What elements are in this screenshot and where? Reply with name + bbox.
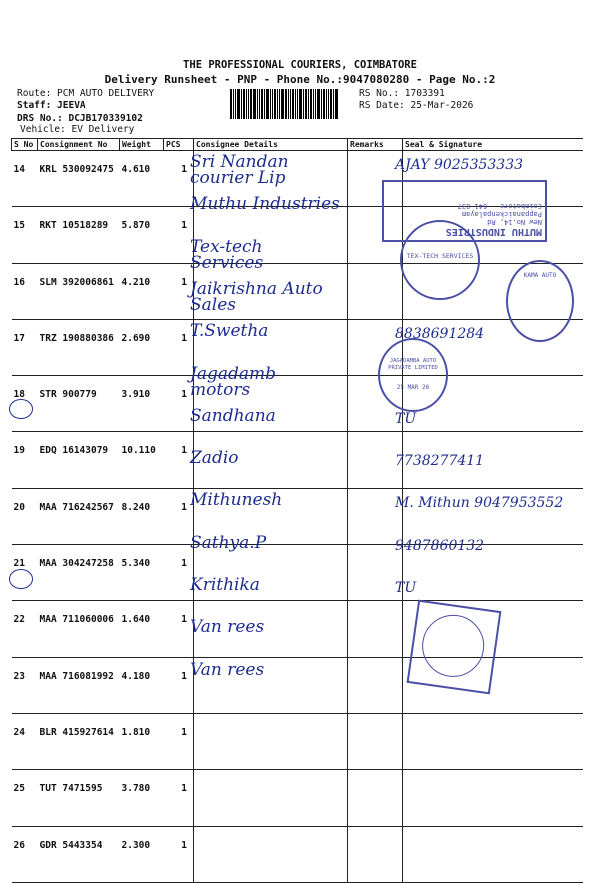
handwritten-signature: 9487860132 bbox=[395, 537, 485, 554]
cell-consignment: BLR 415927614 bbox=[38, 713, 120, 769]
cell-consignee bbox=[194, 826, 348, 882]
cell-weight: 4.180 bbox=[120, 657, 164, 713]
cell-weight: 3.910 bbox=[120, 376, 164, 432]
cell-remarks bbox=[348, 770, 403, 826]
barcode-bar bbox=[274, 89, 276, 119]
barcode-bar bbox=[323, 89, 325, 119]
kama-auto-round-stamp bbox=[506, 260, 574, 342]
stamp-text: MUTHU INDUSTRIES bbox=[445, 226, 542, 237]
barcode-bar bbox=[313, 89, 314, 119]
barcode-bar bbox=[272, 89, 273, 119]
barcode-bar bbox=[253, 89, 256, 119]
cell-pcs: 1 bbox=[164, 319, 194, 375]
barcode-bar bbox=[279, 89, 280, 119]
barcode-bar bbox=[321, 89, 322, 119]
barcode-bar bbox=[299, 89, 302, 119]
barcode-bar bbox=[285, 89, 287, 119]
stamp-text: Pappanaickenpalayam bbox=[461, 210, 542, 218]
staff-label: Staff: JEEVA bbox=[17, 100, 86, 111]
circled-row-20 bbox=[9, 399, 33, 419]
col-pcs: PCS bbox=[164, 139, 194, 151]
circled-row-24 bbox=[9, 569, 33, 589]
cell-consignment: MAA 716242567 bbox=[38, 488, 120, 544]
cell-consignment: STR 900779 bbox=[38, 376, 120, 432]
cell-pcs: 1 bbox=[164, 151, 194, 207]
handwritten-signature: 8838691284 bbox=[395, 326, 485, 343]
col-consignment: Consignment No bbox=[38, 139, 120, 151]
handwritten-consignee: Krithika bbox=[190, 575, 260, 595]
barcode-bar bbox=[326, 89, 327, 119]
cell-sno: 19 bbox=[12, 432, 38, 488]
rs-number: RS No.: 1703391 bbox=[359, 88, 445, 99]
barcode-bar bbox=[315, 89, 316, 119]
handwritten-consignee: Van rees bbox=[190, 659, 265, 680]
handwritten-consignee: Van rees bbox=[190, 617, 265, 638]
handwritten-signature: TU bbox=[395, 580, 417, 596]
cell-pcs: 1 bbox=[164, 263, 194, 319]
handwritten-consignee: Muthu Industries bbox=[190, 194, 340, 215]
stamp-text: JAGADAMBA AUTO PRIVATE LIMITED bbox=[388, 358, 438, 371]
cell-pcs: 1 bbox=[164, 713, 194, 769]
cell-sno: 21 bbox=[12, 545, 38, 601]
cell-consignee bbox=[194, 770, 348, 826]
barcode-bar bbox=[241, 89, 242, 119]
cell-consignment: MAA 716081992 bbox=[38, 657, 120, 713]
cell-weight: 2.300 bbox=[120, 826, 164, 882]
handwritten-consignee: Mithunesh bbox=[190, 490, 283, 511]
handwritten-consignee: Zadio bbox=[190, 448, 239, 469]
barcode-bar bbox=[295, 89, 296, 119]
cell-consignment: EDQ 16143079 bbox=[38, 432, 120, 488]
handwritten-signature: 7738277411 bbox=[395, 453, 485, 470]
cell-weight: 4.610 bbox=[120, 151, 164, 207]
barcode-bar bbox=[308, 89, 309, 119]
cell-sno: 17 bbox=[12, 319, 38, 375]
barcode-bar bbox=[237, 89, 240, 119]
cell-pcs: 1 bbox=[164, 657, 194, 713]
cell-pcs: 1 bbox=[164, 432, 194, 488]
cell-pcs: 1 bbox=[164, 545, 194, 601]
barcode-bar bbox=[330, 89, 332, 119]
handwritten-consignee: Jagadamb motors bbox=[190, 363, 276, 400]
barcode-bar bbox=[303, 89, 304, 119]
barcode-bar bbox=[297, 89, 298, 119]
barcode-bar bbox=[292, 89, 294, 119]
drs-number: DRS No.: DCJB170339102 bbox=[17, 113, 143, 124]
cell-sno: 16 bbox=[12, 263, 38, 319]
barcode-bar bbox=[250, 89, 252, 119]
table-row bbox=[12, 713, 583, 769]
cell-consignment: TUT 7471595 bbox=[38, 770, 120, 826]
cell-sno: 18 bbox=[12, 376, 38, 432]
cell-sno: 25 bbox=[12, 770, 38, 826]
cell-pcs: 1 bbox=[164, 488, 194, 544]
barcode-bar bbox=[266, 89, 269, 119]
stamp-text: TEX-TECH SERVICES bbox=[406, 252, 474, 260]
col-remarks: Remarks bbox=[348, 139, 403, 151]
cell-remarks bbox=[348, 601, 403, 657]
barcode-bar bbox=[335, 89, 338, 119]
table-header-row bbox=[12, 139, 583, 151]
cell-weight: 1.640 bbox=[120, 601, 164, 657]
barcode-bar bbox=[281, 89, 284, 119]
cell-consignment: RKT 10518289 bbox=[38, 207, 120, 263]
cell-remarks bbox=[348, 713, 403, 769]
cell-weight: 10.110 bbox=[120, 432, 164, 488]
barcode-bar bbox=[305, 89, 307, 119]
cell-signature bbox=[403, 826, 583, 882]
barcode-bar bbox=[317, 89, 320, 119]
cell-consignment: KRL 530092475 bbox=[38, 151, 120, 207]
tex-tech-round-stamp bbox=[400, 220, 480, 300]
barcode-bar bbox=[246, 89, 247, 119]
inner-seal-circle bbox=[418, 611, 488, 681]
barcode-bar bbox=[264, 89, 265, 119]
handwritten-consignee: Sandhana bbox=[190, 405, 276, 426]
handwritten-consignee: Tex-tech Services bbox=[190, 236, 264, 273]
route-label: Route: PCM AUTO DELIVERY bbox=[17, 88, 155, 99]
cell-weight: 3.780 bbox=[120, 770, 164, 826]
cell-sno: 22 bbox=[12, 601, 38, 657]
cell-sno: 24 bbox=[12, 713, 38, 769]
barcode-bar bbox=[233, 89, 234, 119]
cell-sno: 23 bbox=[12, 657, 38, 713]
barcode-bar bbox=[235, 89, 236, 119]
cell-pcs: 1 bbox=[164, 826, 194, 882]
barcode-bar bbox=[277, 89, 278, 119]
cell-weight: 8.240 bbox=[120, 488, 164, 544]
handwritten-consignee: Jaikrishna Auto Sales bbox=[190, 278, 323, 315]
cell-pcs: 1 bbox=[164, 376, 194, 432]
col-sno: S No bbox=[12, 139, 38, 151]
vehicle-label: Vehicle: EV Delivery bbox=[20, 124, 135, 135]
jagadamba-round-stamp bbox=[378, 338, 448, 412]
handwritten-signature: TU bbox=[395, 410, 417, 427]
runsheet-subtitle: Delivery Runsheet - PNP - Phone No.:9047080280 - Page No.:2 bbox=[104, 73, 496, 86]
handwritten-consignee: Sri Nandan courier Lip bbox=[190, 152, 289, 188]
barcode-bar bbox=[270, 89, 271, 119]
square-seal-stamp bbox=[407, 600, 502, 695]
barcode-bar bbox=[333, 89, 334, 119]
stamp-text: Coimbatore - 641 037 bbox=[457, 202, 542, 210]
handwritten-signature: AJAY 9025353333 bbox=[395, 157, 524, 173]
barcode bbox=[230, 89, 354, 119]
cell-signature bbox=[403, 713, 583, 769]
cell-sno: 26 bbox=[12, 826, 38, 882]
cell-consignment: GDR 5443354 bbox=[38, 826, 120, 882]
cell-remarks bbox=[348, 826, 403, 882]
handwritten-signature: M. Mithun 9047953552 bbox=[395, 495, 564, 512]
cell-consignee bbox=[194, 713, 348, 769]
cell-sno: 20 bbox=[12, 488, 38, 544]
cell-sno: 15 bbox=[12, 207, 38, 263]
cell-remarks bbox=[348, 263, 403, 319]
stamp-text: KAMA AUTO bbox=[523, 272, 557, 279]
barcode-bar bbox=[243, 89, 245, 119]
cell-weight: 5.870 bbox=[120, 207, 164, 263]
table-row bbox=[12, 826, 583, 882]
cell-consignment: MAA 711060006 bbox=[38, 601, 120, 657]
barcode-bar bbox=[290, 89, 291, 119]
company-title: THE PROFESSIONAL COURIERS, COIMBATORE bbox=[183, 59, 417, 71]
cell-signature bbox=[403, 770, 583, 826]
cell-pcs: 1 bbox=[164, 601, 194, 657]
barcode-bar bbox=[259, 89, 260, 119]
table-row bbox=[12, 770, 583, 826]
handwritten-consignee: T.Swetha bbox=[190, 321, 269, 342]
barcode-bar bbox=[328, 89, 329, 119]
cell-consignment: TRZ 190880386 bbox=[38, 319, 120, 375]
stamp-text: 25 MAR 26 bbox=[396, 384, 430, 391]
cell-consignment: MAA 304247258 bbox=[38, 545, 120, 601]
barcode-bar bbox=[248, 89, 249, 119]
cell-weight: 2.690 bbox=[120, 319, 164, 375]
col-seal-signature: Seal & Signature bbox=[403, 139, 583, 151]
barcode-bar bbox=[261, 89, 263, 119]
rs-date: RS Date: 25-Mar-2026 bbox=[359, 100, 474, 111]
cell-weight: 1.810 bbox=[120, 713, 164, 769]
col-consignee: Consignee Details bbox=[194, 139, 348, 151]
stamp-text: New No.14, Rd bbox=[487, 218, 542, 226]
cell-pcs: 1 bbox=[164, 770, 194, 826]
handwritten-consignee: Sathya.P bbox=[190, 532, 267, 553]
barcode-bar bbox=[230, 89, 232, 119]
cell-consignment: SLM 392006861 bbox=[38, 263, 120, 319]
col-weight: Weight bbox=[120, 139, 164, 151]
cell-remarks bbox=[348, 657, 403, 713]
cell-pcs: 1 bbox=[164, 207, 194, 263]
cell-weight: 5.340 bbox=[120, 545, 164, 601]
barcode-bar bbox=[257, 89, 258, 119]
cell-sno: 14 bbox=[12, 151, 38, 207]
barcode-bar bbox=[288, 89, 289, 119]
barcode-bar bbox=[310, 89, 312, 119]
cell-weight: 4.210 bbox=[120, 263, 164, 319]
